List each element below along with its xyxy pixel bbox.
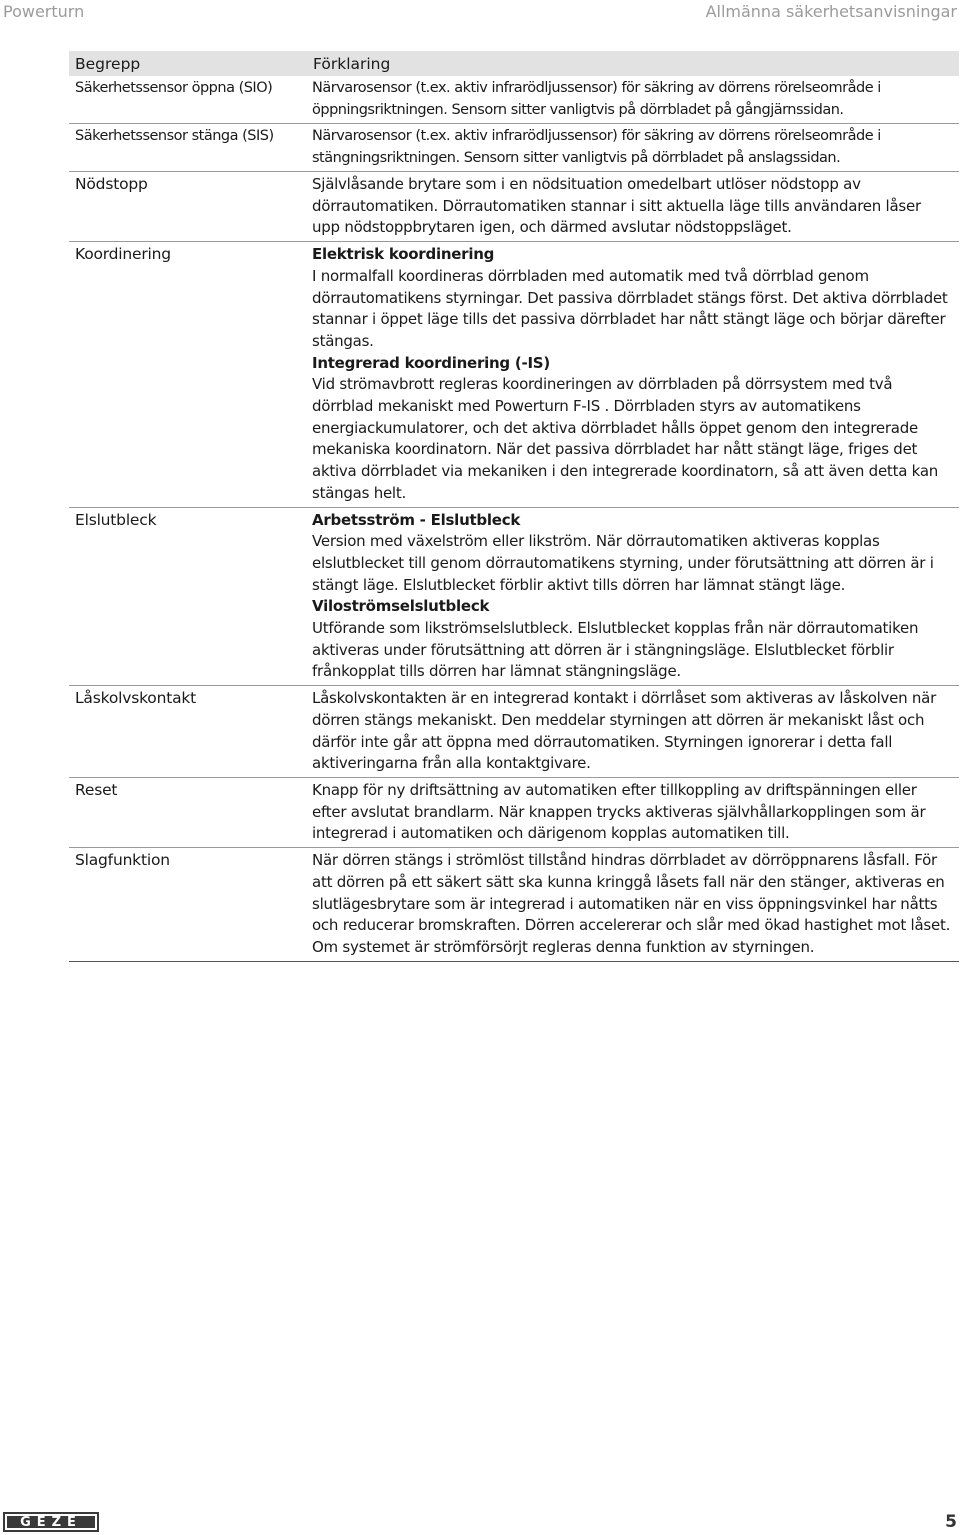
- term-cell: Elslutbleck: [69, 507, 307, 686]
- description-cell: [307, 686, 959, 778]
- table-row: [69, 848, 959, 962]
- subheading: Integrerad koordinering (-IS): [312, 353, 550, 372]
- term-cell: Slagfunktion: [69, 848, 307, 962]
- term-cell: Nödstopp: [69, 172, 307, 242]
- table-row: [69, 242, 959, 507]
- description-cell: [307, 848, 959, 962]
- term-cell: Låskolvskontakt: [69, 686, 307, 778]
- table-row: [69, 172, 959, 242]
- description-text: Version med växelström eller likström. När dörrautomatiken aktiveras kopplas elslutblecket till genom dörrautomatikens styrning, under förutsättning att dörren är i stängt läge. Elslutblecket förblir aktivt tills dörren har lämnat stängt läge.: [312, 532, 934, 594]
- table-row: [69, 507, 959, 686]
- description-text: I normalfall koordineras dörrbladen med automatik med två dörrblad genom dörrautomatikens styrningar. Det passiva dörrbladet stängs först. Det aktiva dörrbladet stannar i öppet läge tills det passiva dörrbladet har nått stängt läge och börjar därefter stängas.: [312, 266, 948, 350]
- column-header-description: Förklaring: [307, 51, 959, 76]
- table-row: [69, 76, 959, 124]
- page-header: [0, 0, 960, 26]
- description-cell: [307, 242, 959, 507]
- column-header-term: Begrepp: [69, 51, 307, 76]
- page-number: 5: [945, 1512, 957, 1532]
- description-text: Låskolvskontakten är en integrerad kontakt i dörrlåset som aktiveras av låskolven när dörren stängs mekaniskt. Den meddelar styrningen att dörren är mekaniskt låst och därför inte går att öppna med dörrautomatiken. Styrningen ignorerar i detta fall aktiveringarna från alla kontaktgivare.: [312, 689, 937, 773]
- definitions-table: [69, 51, 959, 962]
- description-text: Utförande som likströmselslutbleck. Elslutblecket kopplas från när dörrautomatiken aktiveras under förutsättning att dörren är i stängningsläge. Elslutblecket förblir frånkopplat tills dörren har lämnat stängningsläge.: [312, 619, 919, 681]
- logo-text: GEZE: [20, 1515, 82, 1530]
- description-cell: [307, 76, 959, 124]
- description-cell: [307, 777, 959, 847]
- geze-logo: [3, 1512, 99, 1532]
- term-cell: Säkerhetssensor öppna (SIO): [69, 76, 307, 124]
- table-header-row: [69, 51, 959, 76]
- table-row: [69, 777, 959, 847]
- description-text: Självlåsande brytare som i en nödsituation omedelbart utlöser nödstopp av dörrautomatiken. Dörrautomatiken stannar i sitt aktuella läge tills användaren låser upp nödstoppbrytaren igen, och därmed avslutar nödstoppsläget.: [312, 175, 921, 237]
- table-row: [69, 686, 959, 778]
- description-text: Närvarosensor (t.ex. aktiv infrarödljussensor) för säkring av dörrens rörelseområde i stängningsriktningen. Sensorn sitter vanligtvis på dörrbladet på anslagssidan.: [312, 128, 881, 166]
- term-cell: Reset: [69, 777, 307, 847]
- term-cell: Koordinering: [69, 242, 307, 507]
- description-text: Knapp för ny driftsättning av automatiken efter tillkoppling av driftspänningen eller efter avslutat brandlarm. När knappen trycks aktiveras självhållarkopplingen som är integrerad i automatiken och därigenom kopplas automatiken till.: [312, 780, 926, 843]
- subheading: Viloströmselslutbleck: [312, 597, 490, 616]
- description-cell: [307, 507, 959, 686]
- description-cell: [307, 124, 959, 172]
- description-text: Närvarosensor (t.ex. aktiv infrarödljussensor) för säkring av dörrens rörelseområde i öppningsriktningen. Sensorn sitter vanligtvis på dörrbladet på gångjärnssidan.: [312, 80, 881, 118]
- subheading: Elektrisk koordinering: [312, 245, 495, 264]
- description-text: Vid strömavbrott regleras koordineringen av dörrbladen på dörrsystem med två dörrblad mekaniskt med Powerturn F-IS . Dörrbladen styrs av automatikens energiackumulatorer, och det aktiva dörrbladet hålls öppet genom den integrerade mekaniska koordinatorn. När det passiva dörrbladet har nått stängt läge, friges det aktiva dörrbladet via mekaniken i den integrerade koordinatorn, så att även detta kan stängas helt.: [312, 375, 939, 502]
- document-title: Powerturn: [3, 2, 85, 21]
- table-row: [69, 124, 959, 172]
- description-text: När dörren stängs i strömlöst tillstånd hindras dörrbladet av dörröppnarens låsfall. För att dörren på ett säkert sätt ska kunna kringgå låsets fall när den stänger, aktiveras en slutlägesbrytare som är integrerad i automatiken när en viss öppningsvinkel har nåtts och reducerar bromskraften. Dörren accelererar och slår med ökad hastighet mot låset. Om systemet är strömförsörjt regleras denna funktion av styrningen.: [312, 851, 951, 956]
- term-cell: Säkerhetssensor stänga (SIS): [69, 124, 307, 172]
- description-cell: [307, 172, 959, 242]
- subheading: Arbetsström - Elslutbleck: [312, 510, 521, 529]
- section-title: Allmänna säkerhetsanvisningar: [705, 2, 957, 21]
- logo-plate: [7, 1516, 95, 1528]
